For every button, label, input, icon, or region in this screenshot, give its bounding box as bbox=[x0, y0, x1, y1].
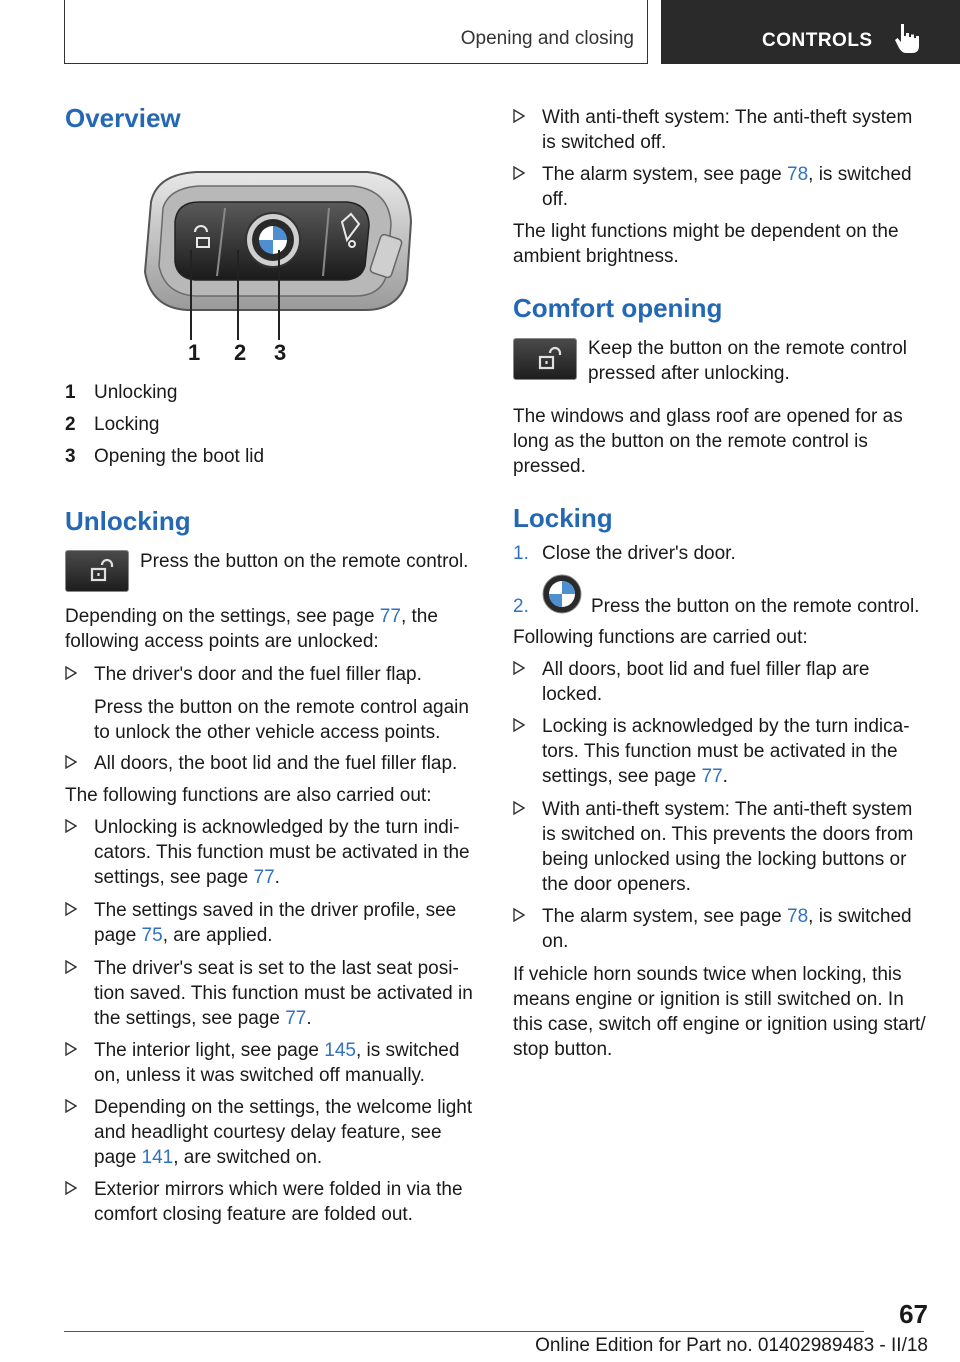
locking-heading: Locking bbox=[513, 503, 613, 533]
page-link[interactable]: 77 bbox=[253, 867, 275, 888]
bullet-item: Locking is acknowledged by the turn indica- tors. This function must be activated in the settings, see page 77. bbox=[513, 714, 927, 789]
bmw-logo-icon bbox=[542, 574, 582, 614]
comfort-opening-heading: Comfort opening bbox=[513, 293, 723, 323]
page-link[interactable]: 77 bbox=[701, 766, 723, 787]
page-link[interactable]: 78 bbox=[787, 164, 809, 185]
pointing-hand-icon bbox=[894, 22, 920, 54]
footer-edition: Online Edition for Part no. 01402989483 - II/18 bbox=[535, 1335, 928, 1356]
page-link[interactable]: 75 bbox=[141, 925, 163, 946]
bullet-item: The alarm system, see page 78, is switched on. bbox=[513, 904, 927, 954]
light-functions-text-cont: ambient brightness. bbox=[513, 246, 679, 267]
legend-item: 2 Locking bbox=[65, 414, 160, 435]
unlock-button-image bbox=[513, 338, 577, 380]
step-text: Press the button on the remote control. bbox=[591, 596, 920, 617]
horn-paragraph: means engine or ignition is still switched on. In bbox=[513, 989, 904, 1010]
unlocking-heading: Unlocking bbox=[65, 506, 191, 536]
triangle-bullet-icon bbox=[65, 1181, 77, 1195]
comfort-intro-cont: pressed after unlocking. bbox=[588, 363, 790, 384]
also-carried-out-text: The following functions are also carried out: bbox=[65, 785, 432, 806]
unlock-icon bbox=[514, 339, 576, 379]
bullet-item: The driver's seat is set to the last seat posi- tion saved. This function must be activated in the settings, see page 77. bbox=[65, 956, 479, 1031]
comfort-intro: Keep the button on the remote control bbox=[588, 338, 907, 359]
key-fob-illustration bbox=[137, 162, 421, 362]
triangle-bullet-icon bbox=[65, 755, 77, 769]
legend-item: 1 Unlocking bbox=[65, 382, 178, 403]
triangle-bullet-icon bbox=[65, 1042, 77, 1056]
page-link[interactable]: 77 bbox=[379, 606, 401, 627]
page-link[interactable]: 77 bbox=[285, 1008, 307, 1029]
page-link[interactable]: 145 bbox=[324, 1040, 356, 1061]
step-number: 1. bbox=[513, 543, 529, 564]
triangle-bullet-icon bbox=[513, 908, 525, 922]
header-section-title: Opening and closing bbox=[460, 28, 634, 49]
step-text: Close the driver's door. bbox=[542, 543, 736, 564]
comfort-paragraph: The windows and glass roof are opened for as bbox=[513, 406, 903, 427]
bullet-item: All doors, the boot lid and the fuel filler flap. bbox=[65, 751, 479, 776]
page-link[interactable]: 78 bbox=[787, 906, 809, 927]
bullet-item: With anti-theft system: The anti-theft system is switched on. This prevents the doors from being unlocked using the locking buttons or the door openers. bbox=[513, 797, 927, 897]
page-number: 67 bbox=[899, 1299, 928, 1329]
footer-divider bbox=[64, 1331, 864, 1332]
overview-heading: Overview bbox=[65, 103, 181, 133]
callout-number: 1 bbox=[188, 340, 201, 365]
bullet-item: Depending on the settings, the welcome light and headlight courtesy delay feature, see page 141, are switched on. bbox=[65, 1095, 479, 1170]
unlocking-depending-text-cont: following access points are unlocked: bbox=[65, 631, 379, 652]
unlock-button-image bbox=[65, 550, 129, 592]
light-functions-text: The light functions might be dependent on the bbox=[513, 221, 899, 242]
horn-paragraph: stop button. bbox=[513, 1039, 613, 1060]
unlock-icon bbox=[66, 551, 128, 591]
bullet-item: All doors, boot lid and fuel filler flap are locked. bbox=[513, 657, 927, 707]
triangle-bullet-icon bbox=[65, 666, 77, 680]
comfort-paragraph: long as the button on the remote control is bbox=[513, 431, 868, 452]
triangle-bullet-icon bbox=[65, 1099, 77, 1113]
triangle-bullet-icon bbox=[65, 960, 77, 974]
callout-number: 3 bbox=[274, 340, 287, 365]
bullet-item: Unlocking is acknowledged by the turn indi- cators. This function must be activated in the settings, see page 77. bbox=[65, 815, 479, 890]
page-link[interactable]: 141 bbox=[141, 1147, 174, 1168]
legend-item: 3 Opening the boot lid bbox=[65, 446, 265, 467]
following-functions-text: Following functions are carried out: bbox=[513, 627, 808, 648]
bullet-item: The alarm system, see page 78, is switched off. bbox=[513, 162, 927, 212]
step-number: 2. bbox=[513, 596, 529, 617]
callout-number: 2 bbox=[234, 340, 247, 365]
triangle-bullet-icon bbox=[65, 902, 77, 916]
bullet-item: The driver's door and the fuel filler flap. Press the button on the remote control again to unlock the other vehicle access points. bbox=[65, 662, 479, 737]
horn-paragraph: this case, switch off engine or ignition using start/ bbox=[513, 1014, 926, 1035]
bullet-item: With anti-theft system: The anti-theft system is switched off. bbox=[513, 105, 927, 155]
header-chapter-title: CONTROLS bbox=[762, 30, 873, 51]
horn-paragraph: If vehicle horn sounds twice when locking, this bbox=[513, 964, 902, 985]
unlocking-intro: Press the button on the remote control. bbox=[140, 551, 469, 572]
triangle-bullet-icon bbox=[513, 801, 525, 815]
triangle-bullet-icon bbox=[513, 661, 525, 675]
triangle-bullet-icon bbox=[65, 819, 77, 833]
comfort-paragraph: pressed. bbox=[513, 456, 586, 477]
triangle-bullet-icon bbox=[513, 166, 525, 180]
bullet-item: The interior light, see page 145, is switched on, unless it was switched off manually. bbox=[65, 1038, 479, 1088]
triangle-bullet-icon bbox=[513, 109, 525, 123]
bullet-item: Exterior mirrors which were folded in via the comfort closing feature are folded out. bbox=[65, 1177, 479, 1227]
bullet-item: The settings saved in the driver profile, see page 75, are applied. bbox=[65, 898, 479, 948]
unlocking-depending-text: Depending on the settings, see page 77, the bbox=[65, 606, 438, 627]
triangle-bullet-icon bbox=[513, 718, 525, 732]
